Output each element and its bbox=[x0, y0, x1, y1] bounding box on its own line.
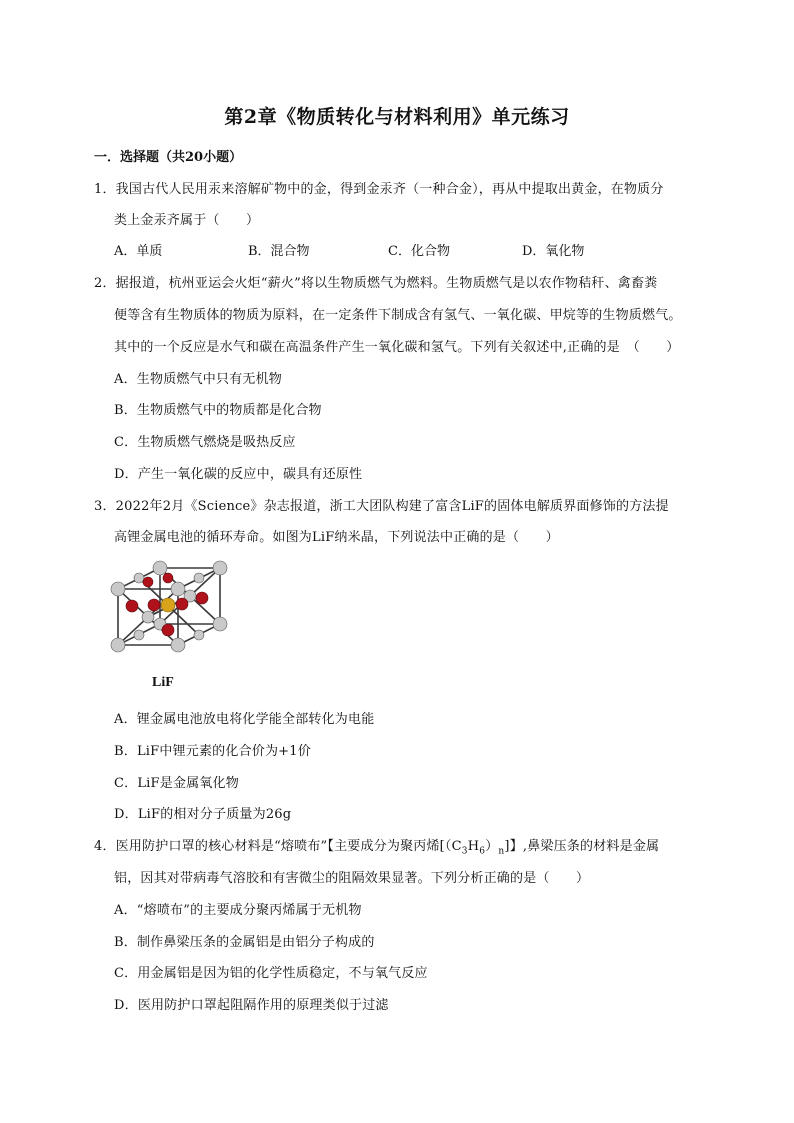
q3-option-b[interactable]: B．LiF中锂元素的化合价为+1价 bbox=[114, 744, 311, 759]
question-3-line-2: 高锂金属电池的循环寿命。如图为LiF纳米晶，下列说法中正确的是（ ） bbox=[114, 530, 559, 545]
q4-option-b[interactable]: B．制作鼻梁压条的金属铝是由铝分子构成的 bbox=[114, 935, 375, 950]
q1-option-b[interactable]: B．混合物 bbox=[248, 244, 310, 259]
q4-option-d[interactable]: D．医用防护口罩起阻隔作用的原理类似于过滤 bbox=[114, 998, 389, 1013]
figure-caption: LiF bbox=[152, 675, 174, 690]
question-1-options bbox=[114, 240, 634, 258]
page-title: 第2章《物质转化与材料利用》单元练习 bbox=[224, 106, 570, 128]
q2-option-a[interactable]: A．生物质燃气中只有无机物 bbox=[114, 372, 282, 387]
question-1-line-2: 类上金汞齐属于（ ） bbox=[114, 213, 260, 228]
q3-option-c[interactable]: C．LiF是金属氧化物 bbox=[114, 776, 239, 791]
q1-option-d[interactable]: D．氧化物 bbox=[522, 244, 585, 259]
section-heading: 一．选择题（共20小题） bbox=[94, 150, 243, 165]
lif-crystal-figure bbox=[110, 560, 240, 666]
question-2-line-1: 2．据报道，杭州亚运会火炬“薪火”将以生物质燃气为燃料。生物质燃气是以农作物秸秆、禽畜粪 bbox=[94, 276, 658, 291]
q2-option-d[interactable]: D．产生一氧化碳的反应中，碳具有还原性 bbox=[114, 467, 363, 482]
q2-option-c[interactable]: C．生物质燃气燃烧是吸热反应 bbox=[114, 435, 296, 450]
question-4-line-1: 4．医用防护口罩的核心材料是“熔喷布”【主要成分为聚丙烯$[(C_3H_6)_n]$】,鼻梁压条的材料是金属 bbox=[94, 839, 660, 857]
q1-option-a[interactable]: A．单质 bbox=[114, 244, 163, 259]
q3-option-d[interactable]: D．LiF的相对分子质量为26g bbox=[114, 807, 292, 822]
gold-atom bbox=[161, 598, 175, 612]
question-2-line-2: 便等含有生物质体的物质为原料，在一定条件下制成含有氢气、一氧化碳、甲烷等的生物质燃气。 bbox=[114, 308, 682, 323]
q4-option-a[interactable]: A．“熔喷布”的主要成分聚丙烯属于无机物 bbox=[114, 903, 362, 918]
question-3-line-1: 3．2022年2月《Science》杂志报道，浙工大团队构建了富含LiF的固体电解质界面修饰的方法提 bbox=[94, 499, 669, 514]
q4-option-c[interactable]: C．用金属铝是因为铝的化学性质稳定，不与氧气反应 bbox=[114, 966, 428, 981]
question-1-line-1: 1．我国古代人民用汞来溶解矿物中的金，得到金汞齐（一种合金），再从中提取出黄金，在物质分 bbox=[94, 182, 664, 197]
question-2-line-3: 其中的一个反应是水气和碳在高温条件产生一氧化碳和氢气。下列有关叙述中,正确的是 （ ） bbox=[114, 340, 680, 355]
q3-option-a[interactable]: A．锂金属电池放电将化学能全部转化为电能 bbox=[114, 712, 375, 727]
q2-option-b[interactable]: B．生物质燃气中的物质都是化合物 bbox=[114, 403, 322, 418]
q1-option-c[interactable]: C．化合物 bbox=[388, 244, 450, 259]
question-4-line-2: 铝，因其对带病毒气溶胶和有害微尘的阻隔效果显著。下列分析正确的是（ ） bbox=[114, 871, 590, 886]
